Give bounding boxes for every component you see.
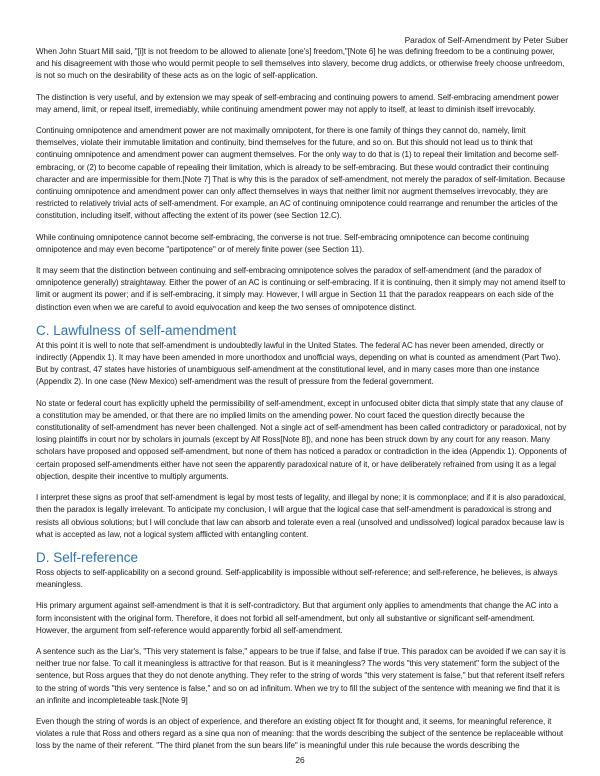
page-number: 26 xyxy=(295,755,305,765)
paragraph: When John Stuart Mill said, "[i]t is not freedom to be allowed to alienate [one's] freedom,"[Note 6] he was defining freedom to be a continuing power, and his disagreement with those who would permit people to sell themselves into slavery, become drug addicts, or otherwise freely choose unfreedom, is not so much on the desirability of these acts as on the logic of self-application. xyxy=(36,47,565,81)
paragraph: A sentence such as the Liar's, "This very statement is false," appears to be true if false, and false if true. This paradox can be avoided if we can say it is neither true nor false. To call it meaningless is attractive for that reason. But is it meaningless? The words "this very statement" form the subject of the sentence, but Ross argues that they do not denote anything. They refer to the string of words "this very statement is false," but that referent itself refers to the string of words "this very sentence is false," and so on ad infinitum. When we try to fill the subject of the sentence with meaning we find that it is an infinite and incompleteable task.[Note 9] xyxy=(36,646,566,705)
paragraph: At this point it is well to note that self-amendment is undoubtedly lawful in the United States. The federal AC has never been amended, directly or indirectly (Appendix 1). It may have been amended in more unorthodox and unofficial ways, depending on what is counted as amendment (Part Two). But by contrast, 47 states have histories of unambiguous self-amendment at the constitutional level, and in many cases more than one instance (Appendix 2). In one case (New Mexico) self-amendment was the result of pressure from the federal government. xyxy=(36,340,561,387)
paragraph: His primary argument against self-amendment is that it is self-contradictory. But that argument only applies to amendments that change the AC into a form inconsistent with the original form. Therefore, it does not forbid all self-amendment, but only all substantive or significant self-amendment. However, the argument from self-reference would apparently forbid all self-amendment. xyxy=(36,601,559,635)
section-heading-self-reference: D. Self-reference xyxy=(36,549,139,565)
paragraph: No state or federal court has explicitly upheld the permissibility of self-amendment, except in unfocused obiter dicta that simply state that any clause of a constitution may be amended, or that there are no implied limits on the amending power. No court faced the question directly because the constitutionality of self-amendment has never been challenged. Not a single act of self-amendment has been called contradictory or paradoxical, not by losing plaintiffs in court nor by scholars in journals (except by Alf Ross[Note 8]), and none has been struck down by any court for any reason. Many scholars have proposed and opposed self-amendment, but none of them has noticed a paradox or contradiction in the idea (Appendix 1). Opponents of certain proposed self-amendments either have not seen the apparently paradoxical nature of it, or have deliberately refrained from using it as a legal objection, despite their incentive to multiply arguments. xyxy=(36,398,567,481)
paragraph: Ross objects to self-applicability on a second ground. Self-applicability is impossible without self-reference; and self-reference, he believes, is always meaningless. xyxy=(36,567,558,590)
paragraph: It may seem that the distinction between continuing and self-embracing omnipotence solves the paradox of self-amendment (and the paradox of omnipotence generally) straightaway. Either the power of an AC is continuing or self-embracing. If it is continuing, then it simply may not amend itself to limit or augment its power; and if is self-embracing, it simply may. However, I will argue in Section 11 that the paradox reappears on each side of the distinction even when we are careful to avoid equivocation and keep the two senses of omnipotence distinct. xyxy=(36,266,566,312)
section-heading-lawfulness: C. Lawfulness of self-amendment xyxy=(36,322,237,338)
document-body xyxy=(36,46,568,762)
paragraph: I interpret these signs as proof that self-amendment is legal by most tests of legality, and illegal by none; it is commonplace; and if it is also paradoxical, then the paradox is legally irrelevant. To anticipate my conclusion, I will argue that the logical case that self-amendment is paradoxical is strong and resists all obvious solutions; but I will conclude that law can absorb and tolerate even a real (unsolved and undissolved) logical paradox because law is what is accepted as law, not a logical system afflicted with entangling content. xyxy=(36,493,566,539)
paragraph: The distinction is very useful, and by extension we may speak of self-embracing and continuing powers to amend. Self-embracing amendment power may amend, limit, or repeal itself, irremediably, while continuing amendment power may not apply to itself, at least to diminish itself irrevocably. xyxy=(36,92,559,114)
paragraph: Continuing omnipotence and amendment power are not maximally omnipotent, for there is one family of things they cannot do, namely, limit themselves, violate their immutable limitation and continuity, bind themselves for the future, and so on. But this should not lead us to think that continuing omnipotence and amendment power can augment themselves. For the only way to do that is (1) to repeal their limitation and become self-embracing, or (2) to become capable of repealing their limitation, which is already to be self-embracing. But these would contradict their continuing character and are impermissible for them.[Note 7] That is why this is the paradox of self-amendment, not merely the paradox of self-limitation. Because continuing omnipotence and amendment power can only affect themselves in ways that neither limit nor augment themselves irrevocably, they are restricted to relatively trivial acts of self-amendment. For example, an AC of continuing omnipotence could rearrange and renumber the articles of the constitution, including itself, without affecting the extent of its power (see Section 12.C). xyxy=(36,126,566,221)
paragraph: While continuing omnipotence cannot become self-embracing, the converse is not true. Self-embracing omnipotence can become continuing omnipotence and may even become "partipotence" or of merely finite power (see Section 11). xyxy=(36,232,529,254)
paragraph: Even though the string of words is an object of experience, and therefore an existing object fit for thought and, it seems, for meaningful reference, it violates a rule that Ross and others regard as a sine qua non of meaning: that the words describing the subject of the sentence be replaceable without loss by the name of their referent. "The third planet from the sun bears life" is meaningful under this rule because the words describing the xyxy=(36,716,564,751)
running-header: Paradox of Self-Amendment by Peter Suber xyxy=(404,35,568,45)
